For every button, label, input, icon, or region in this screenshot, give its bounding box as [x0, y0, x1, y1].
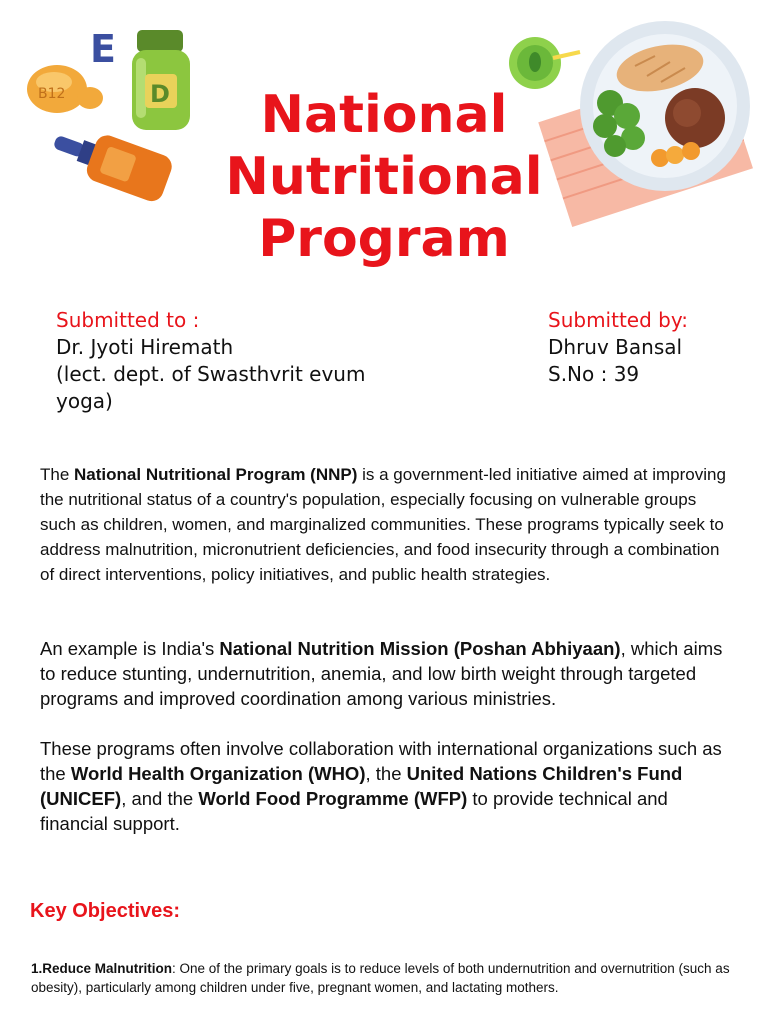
objective-item: 1.Reduce Malnutrition: One of the primary goals is to reduce levels of both undernutrition and overnutrition (such as obesity), particularly among children under five, pregnant women, and lactating mothers.: [31, 961, 730, 995]
submitted-by-serial: S.No : 39: [548, 362, 640, 386]
wfp-term: World Food Programme (WFP): [198, 788, 468, 809]
vitamin-d-letter: D: [150, 80, 170, 108]
who-term: World Health Organization (WHO): [70, 763, 366, 784]
submitted-to-label: Submitted to :: [56, 308, 200, 332]
title-line-1: National: [260, 85, 508, 145]
title-line-3: Program: [258, 209, 510, 269]
unicef-term: United Nations Children's Fund (UNICEF): [40, 763, 683, 809]
b12-capsule-icon: [27, 65, 103, 113]
nnp-term: National Nutritional Program (NNP): [74, 465, 358, 484]
submitted-to-department: (lect. dept. of Swasthvrit evum: [56, 362, 366, 386]
vitamin-d-jar-icon: [132, 30, 190, 130]
poshan-abhiyaan-term: National Nutrition Mission (Poshan Abhiyaan): [219, 638, 621, 659]
key-objectives-heading: Key Objectives:: [30, 900, 181, 922]
submitted-by-label: Submitted by:: [548, 308, 688, 332]
support-paragraph: These programs often involve collaboration with international organizations such as the World Health Organization (WHO), the United Nations Children's Fund (UNICEF), and the World Food Programme (WFP) to provide technical and financial support.: [40, 738, 722, 834]
dropper-bottle-icon: [47, 119, 175, 202]
submitted-to-name: Dr. Jyoti Hiremath: [56, 335, 234, 359]
submitted-to-block: [56, 307, 436, 415]
example-paragraph: An example is India's National Nutrition Mission (Poshan Abhiyaan), which aims to reduce stunting, undernutrition, anemia, and low birth weight through targeted programs and improved coordination among various ministries.: [40, 638, 723, 709]
submitted-by-block: [548, 307, 748, 388]
title-line-2: Nutritional: [225, 147, 543, 207]
intro-paragraph: The National Nutritional Program (NNP) is a government-led initiative aimed at improving the nutritional status of a country's population, especially focusing on vulnerable groups such as children, women, and marginalized communities. These programs typically seek to address malnutrition, micronutrient deficiencies, and food insecurity through a combination of direct interventions, policy initiatives, and public health strategies.: [40, 465, 726, 584]
vitamins-illustration: [22, 22, 212, 202]
objective-label: 1.Reduce Malnutrition: [31, 961, 173, 976]
vitamin-e-letter: E: [90, 27, 116, 71]
submitted-by-name: Dhruv Bansal: [548, 335, 683, 359]
green-drink-icon: [509, 37, 580, 89]
svg-text:B12: B12: [38, 86, 66, 102]
document-title: [200, 84, 568, 274]
submitted-to-department-cont: yoga): [56, 389, 113, 413]
